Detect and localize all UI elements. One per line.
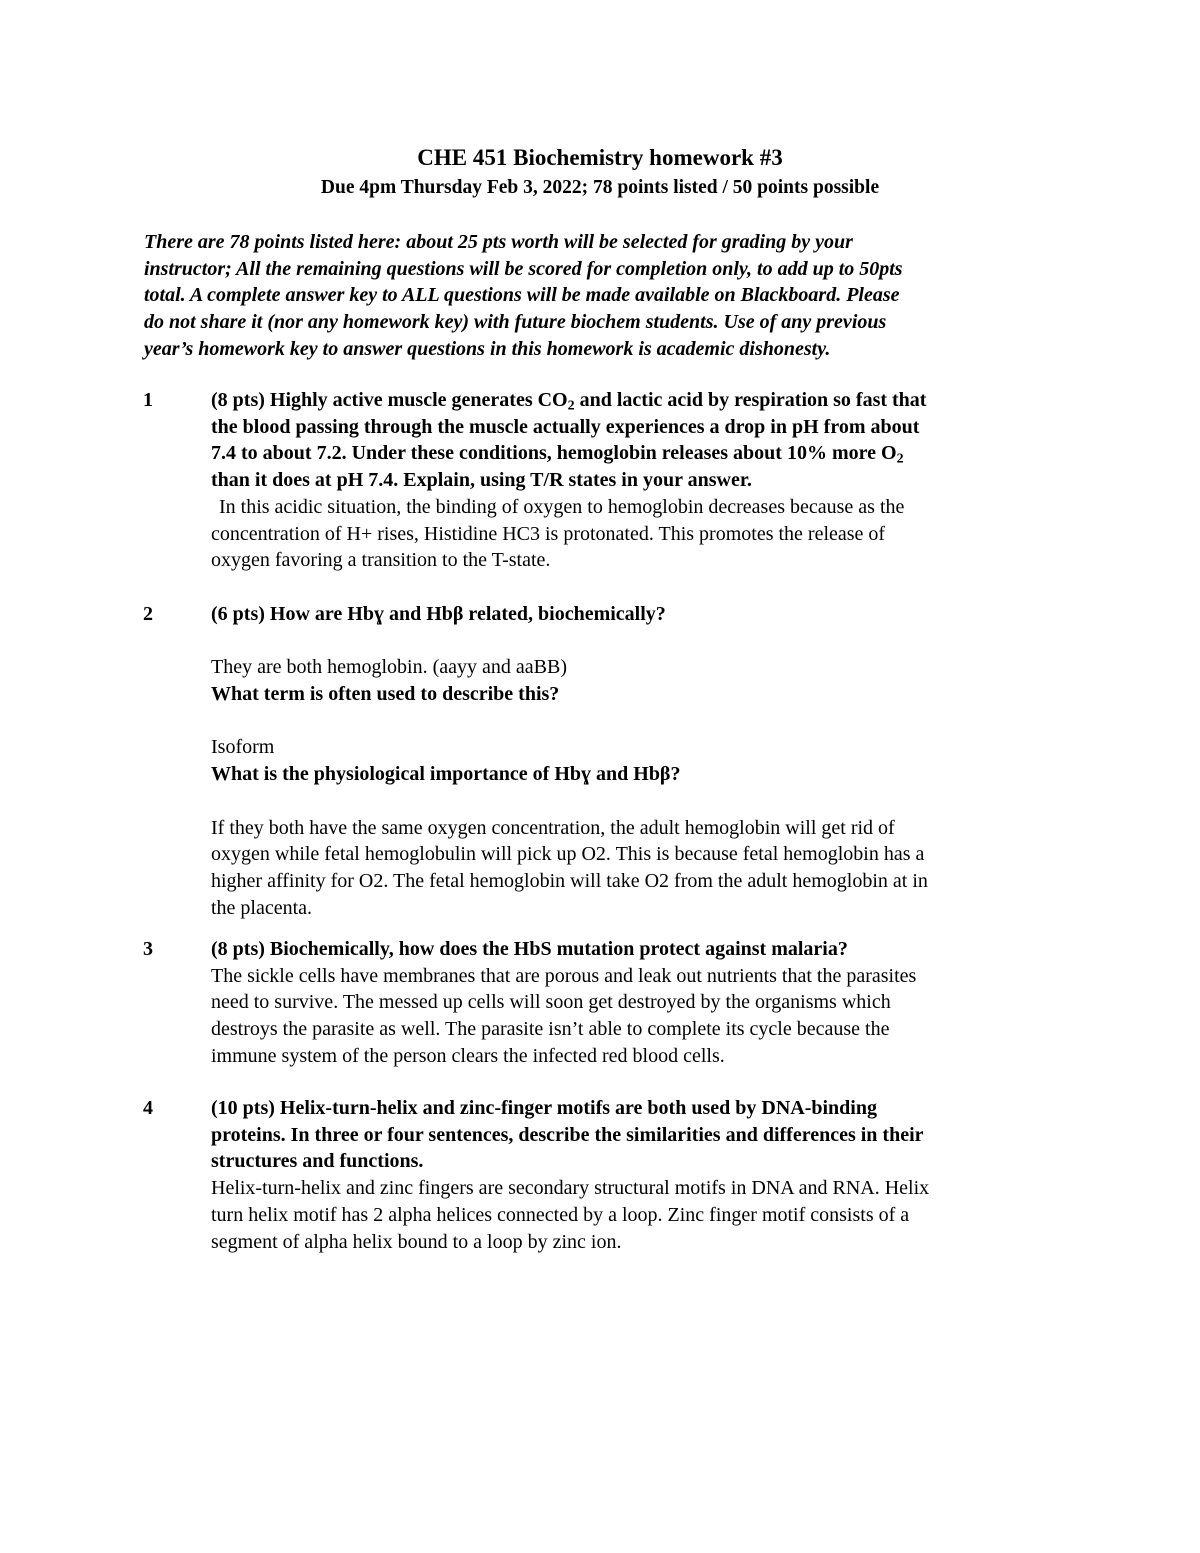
question-prompt-line: than it does at pH 7.4. Explain, using T/R states in your answer. xyxy=(211,469,752,492)
document-title: CHE 451 Biochemistry homework #3 xyxy=(417,145,783,170)
answer-line: Isoform xyxy=(211,736,275,759)
spacer xyxy=(211,788,1091,815)
question-prompt-line: proteins. In three or four sentences, describe the similarities and differences in their xyxy=(211,1123,924,1146)
question-prompt-line: What term is often used to describe this? xyxy=(211,683,560,706)
question-prompt-line: (6 pts) How are Hbɣ and Hbβ related, biochemically? xyxy=(211,603,666,625)
answer-line: concentration of H+ rises, Histidine HC3 is protonated. This promotes the release of xyxy=(211,522,886,545)
question-prompt-line xyxy=(211,387,1091,414)
answer-line: They are both hemoglobin. (aayy and aaBB) xyxy=(211,656,567,679)
intro-line: instructor; All the remaining questions will be scored for completion only, to add up to 50pts xyxy=(144,257,903,280)
document-subtitle: Due 4pm Thursday Feb 3, 2022; 78 points listed / 50 points possible xyxy=(320,177,880,198)
question-prompt-line: (8 pts) Biochemically, how does the HbS mutation protect against malaria? xyxy=(211,938,848,960)
intro-line: year’s homework key to answer questions in this homework is academic dishonesty. xyxy=(144,337,831,360)
answer-line: oxygen favoring a transition to the T-state. xyxy=(211,549,551,572)
answer-line: If they both have the same oxygen concentration, the adult hemoglobin will get rid of xyxy=(211,816,895,839)
question-prompt-line: structures and functions. xyxy=(211,1150,424,1173)
prompt-text: and lactic acid by respiration so fast that xyxy=(574,389,927,411)
answer-line: need to survive. The messed up cells will soon get destroyed by the organisms which xyxy=(211,991,891,1014)
intro-line: total. A complete answer key to ALL questions will be made available on Blackboard. Please xyxy=(144,284,900,307)
answer-line: higher affinity for O2. The fetal hemoglobin will take O2 from the adult hemoglobin at in xyxy=(211,869,928,892)
subscript: 2 xyxy=(567,398,575,414)
answer-line: The sickle cells have membranes that are porous and leak out nutrients that the parasites xyxy=(211,964,917,987)
question-number: 4 xyxy=(143,1097,153,1119)
answer-line: turn helix motif has 2 alpha helices connected by a loop. Zinc finger motif consists of a xyxy=(211,1203,910,1226)
spacer xyxy=(211,708,1091,735)
intro-line: do not share it (nor any homework key) with future biochem students. Use of any previous xyxy=(144,311,887,334)
answer-line: immune system of the person clears the infected red blood cells. xyxy=(211,1044,725,1067)
question-number: 1 xyxy=(143,389,153,411)
intro-paragraph xyxy=(144,229,1064,363)
answer-line: the placenta. xyxy=(211,896,313,919)
question-prompt-line xyxy=(211,440,1091,467)
question-number: 3 xyxy=(143,938,153,960)
question-prompt-line: (10 pts) Helix-turn-helix and zinc-finger motifs are both used by DNA-binding xyxy=(211,1097,877,1119)
prompt-text: (8 pts) Highly active muscle generates CO xyxy=(211,389,568,411)
question-prompt-line: the blood passing through the muscle actually experiences a drop in pH from about xyxy=(211,415,920,438)
answer-line: segment of alpha helix bound to a loop by zinc ion. xyxy=(211,1230,622,1253)
spacer xyxy=(211,628,1091,655)
question-body xyxy=(211,387,1091,574)
question-number: 2 xyxy=(143,603,153,625)
subscript: 2 xyxy=(896,451,904,467)
question-body xyxy=(211,936,1091,1070)
question-prompt-line: What is the physiological importance of Hbɣ and Hbβ? xyxy=(211,763,681,786)
question-body xyxy=(211,1095,1091,1255)
question-body xyxy=(211,601,1091,921)
prompt-text: 7.4 to about 7.2. Under these conditions, hemoglobin releases about 10% more O xyxy=(211,442,897,465)
answer-line: In this acidic situation, the binding of oxygen to hemoglobin decreases because as the xyxy=(219,495,905,518)
answer-line: Helix-turn-helix and zinc fingers are secondary structural motifs in DNA and RNA. Helix xyxy=(211,1177,930,1200)
answer-line: oxygen while fetal hemoglobulin will pick up O2. This is because fetal hemoglobin has a xyxy=(211,843,925,866)
intro-line: There are 78 points listed here: about 25 pts worth will be selected for grading by your xyxy=(144,231,853,253)
answer-line: destroys the parasite as well. The parasite isn’t able to complete its cycle because the xyxy=(211,1018,890,1041)
